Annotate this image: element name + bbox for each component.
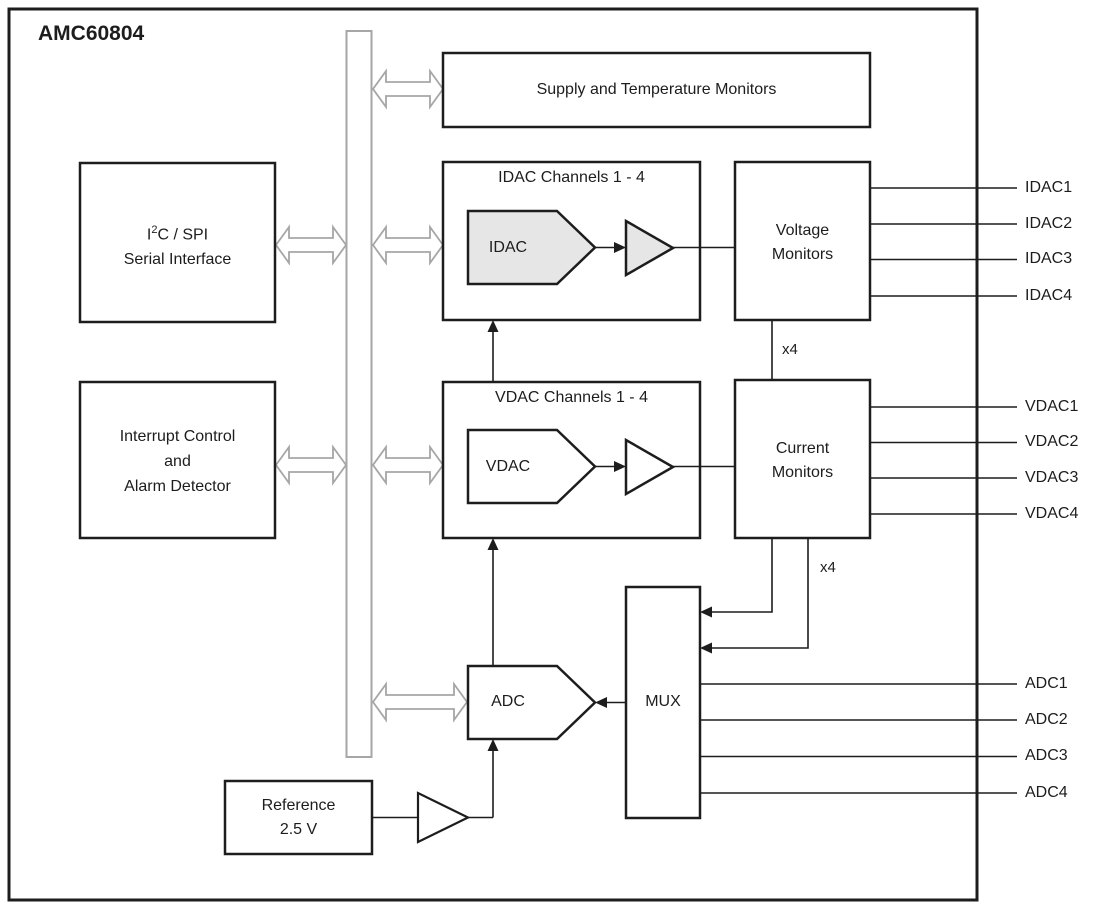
interrupt-line3: Alarm Detector <box>124 478 231 495</box>
pin-label-vdac3: VDAC3 <box>1025 469 1079 486</box>
voltage-monitors-line2: Monitors <box>771 246 834 263</box>
serial-rest: C / SPI <box>157 226 209 244</box>
voltage-monitors-label <box>735 219 870 267</box>
reference-label <box>225 794 372 842</box>
pin-label-idac4: IDAC4 <box>1025 287 1073 304</box>
internal-bus-bar <box>347 31 372 757</box>
chip-title: AMC60804 <box>38 22 145 45</box>
pin-label-adc4: ADC4 <box>1025 784 1068 801</box>
x4-current-annotation: x4 <box>820 559 836 576</box>
serial-sup2: 2 <box>151 224 158 236</box>
reference-line1: Reference <box>261 797 336 814</box>
reference-line2: 2.5 V <box>279 821 318 838</box>
pin-label-adc2: ADC2 <box>1025 711 1068 728</box>
pin-label-idac3: IDAC3 <box>1025 250 1073 267</box>
interrupt-control-label <box>80 424 275 499</box>
interrupt-line1: Interrupt Control <box>119 428 236 445</box>
interrupt-line2: and <box>164 453 191 470</box>
x4-voltage-annotation: x4 <box>782 341 798 358</box>
pin-label-vdac2: VDAC2 <box>1025 433 1079 450</box>
current-monitors-line1: Current <box>775 440 830 457</box>
voltage-monitors-line1: Voltage <box>775 222 830 239</box>
serial-interface-label <box>80 218 275 272</box>
serial-i: I <box>146 226 152 244</box>
pin-label-adc1: ADC1 <box>1025 675 1068 692</box>
current-monitors-line2: Monitors <box>771 464 834 481</box>
mux-label: MUX <box>645 693 681 710</box>
pin-label-vdac1: VDAC1 <box>1025 398 1079 415</box>
pin-label-idac2: IDAC2 <box>1025 215 1073 232</box>
idac-pentagon-label: IDAC <box>488 239 528 256</box>
vdac-channels-title: VDAC Channels 1 - 4 <box>495 389 648 406</box>
serial-interface-line1 <box>80 218 275 247</box>
current-monitors-label <box>735 437 870 485</box>
vdac-pentagon-label: VDAC <box>485 458 531 475</box>
supply-monitors-label: Supply and Temperature Monitors <box>536 81 777 98</box>
serial-interface-line2: Serial Interface <box>123 251 232 269</box>
pin-label-vdac4: VDAC4 <box>1025 505 1079 522</box>
idac-channels-title: IDAC Channels 1 - 4 <box>498 169 645 186</box>
pin-label-idac1: IDAC1 <box>1025 179 1073 196</box>
adc-pentagon-label: ADC <box>491 693 525 710</box>
pin-label-adc3: ADC3 <box>1025 747 1068 764</box>
